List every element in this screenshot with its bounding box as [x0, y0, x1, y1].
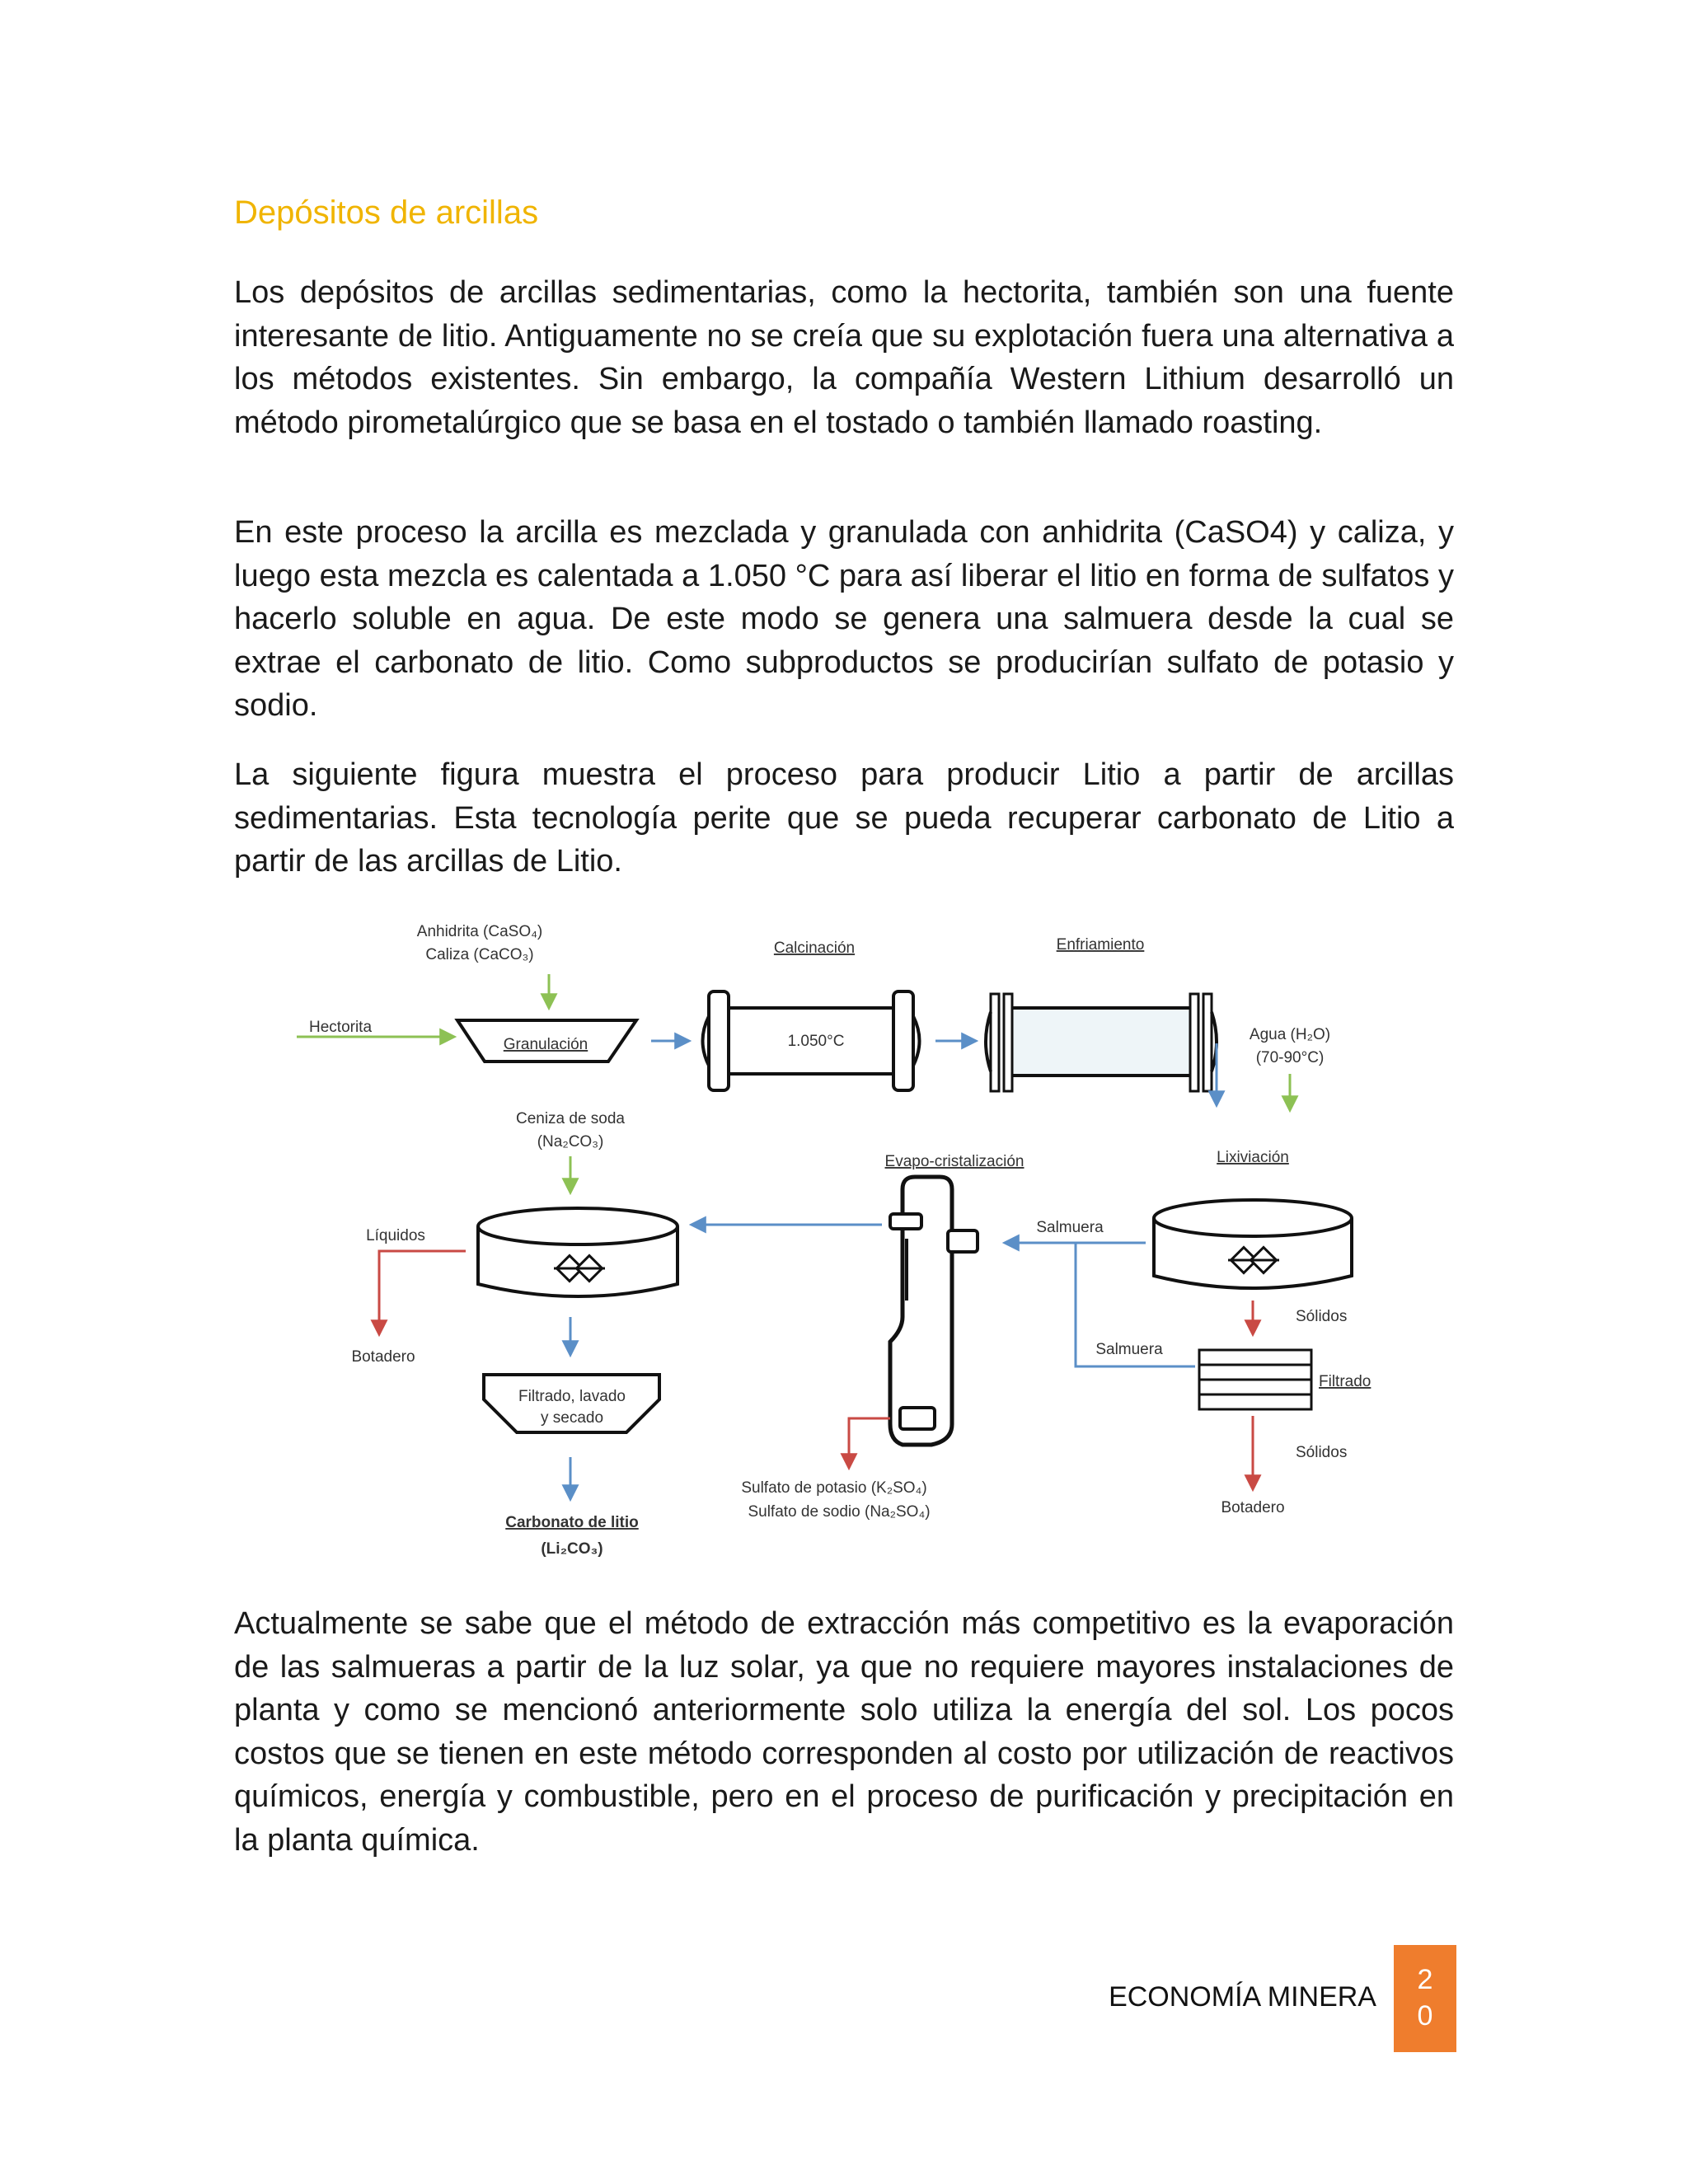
- label-carbonato: Carbonato de litio: [505, 1514, 639, 1531]
- cooler-flange-2: [1004, 994, 1012, 1091]
- footer-label: ECONOMÍA MINERA: [1109, 1981, 1376, 2013]
- process-flow-diagram: [280, 913, 1451, 1589]
- evapo-nozzle-mid: [948, 1230, 978, 1252]
- evapo-nozzle-top: [890, 1214, 921, 1229]
- label-temperatura: 1.050°C: [787, 1033, 845, 1050]
- enfriamiento-cooler: [1006, 1008, 1195, 1076]
- label-botadero-right: Botadero: [1221, 1499, 1285, 1516]
- page-number-digit-1: 2: [1417, 1964, 1433, 1995]
- filtro-layer-2: [1199, 1365, 1311, 1380]
- kiln-flange-left: [709, 991, 729, 1090]
- arrow-liquidos-to-botadero: [379, 1251, 466, 1333]
- section-heading: Depósitos de arcillas: [234, 194, 539, 231]
- page-number-digit-2: 0: [1417, 2000, 1433, 2032]
- label-carbonato-formula: (Li₂CO₃): [541, 1540, 603, 1558]
- label-botadero-left: Botadero: [351, 1348, 415, 1366]
- label-calcinacion: Calcinación: [773, 940, 856, 957]
- label-anhidrita: Anhidrita (CaSO₄): [416, 923, 543, 940]
- label-solidos-1: Sólidos: [1296, 1308, 1348, 1325]
- label-agua: Agua (H₂O): [1249, 1026, 1331, 1043]
- label-filtrado: Filtrado: [1319, 1373, 1372, 1390]
- label-agua-temp: (70-90°C): [1255, 1049, 1325, 1066]
- paragraph-conclusion: Actualmente se sabe que el método de extracción más competitivo es la evaporación de las salmueras a partir de la luz solar, ya que no requiere mayores instalaciones de planta y como se mencionó anteriormente solo utiliza la energía del sol. Los pocos costos que se tienen en este método corresponden al costo por utilización de reactivos químicos, energía y combustible, pero en el proceso de purificación y precipitación en la planta química.: [234, 1606, 1454, 1858]
- precipitacion-tank-top: [478, 1208, 678, 1244]
- label-solidos-2: Sólidos: [1296, 1444, 1348, 1461]
- label-hectorita: Hectorita: [309, 1019, 373, 1036]
- filtro-layer-3: [1199, 1380, 1311, 1394]
- label-enfriamiento: Enfriamiento: [1056, 936, 1145, 954]
- paragraph-figure-intro: La siguiente figura muestra el proceso para producir Litio a partir de arcillas sedimentarias. Esta tecnología perite que se pueda recuperar carbonato de Litio a partir de las arcillas de Litio.: [234, 757, 1454, 879]
- filtro-layer-4: [1199, 1394, 1311, 1409]
- label-filtrado-lavado: Filtrado, lavado: [518, 1388, 626, 1405]
- paragraph-intro: Los depósitos de arcillas sedimentarias, como la hectorita, también son una fuente interesante de litio. Antiguamente no se creía que su explotación fuera una alternativa a los métodos existentes. Sin embargo, la compañía Western Lithium desarrolló un método pirometalúrgico que se basa en el tostado o también llamado roasting.: [234, 275, 1454, 440]
- filtro-layer-1: [1199, 1350, 1311, 1365]
- label-sulfato-potasio: Sulfato de potasio (K₂SO₄): [741, 1479, 927, 1497]
- label-lixiviacion: Lixiviación: [1217, 1149, 1289, 1166]
- page-number-badge: [1394, 1945, 1456, 2052]
- label-sulfato-sodio: Sulfato de sodio (Na₂SO₄): [748, 1503, 931, 1521]
- arrow-to-sulfatos: [849, 1418, 890, 1467]
- label-evapo: Evapo-cristalización: [884, 1153, 1025, 1170]
- cooler-flange-3: [1190, 994, 1198, 1091]
- label-liquidos: Líquidos: [366, 1227, 425, 1244]
- evapo-nozzle-bottom: [900, 1408, 935, 1429]
- lixiviacion-tank-top: [1154, 1200, 1352, 1236]
- kiln-flange-right: [893, 991, 913, 1090]
- label-ceniza: Ceniza de soda: [515, 1110, 626, 1127]
- cooler-flange-1: [991, 994, 999, 1091]
- label-y-secado: y secado: [540, 1409, 604, 1427]
- label-salmuera-mid: Salmuera: [1095, 1341, 1163, 1358]
- label-salmuera-top: Salmuera: [1036, 1219, 1104, 1236]
- label-granulacion: Granulación: [503, 1036, 588, 1053]
- label-ceniza-formula: (Na₂CO₃): [537, 1133, 604, 1151]
- paragraph-process: En este proceso la arcilla es mezclada y granulada con anhidrita (CaSO4) y caliza, y luego esta mezcla es calentada a 1.050 °C para así liberar el litio en forma de sulfatos y hacerlo soluble en agua. De este modo se genera una salmuera desde la cual se extrae el carbonato de litio. Como subproductos se producirían sulfato de potasio y sodio.: [234, 515, 1454, 723]
- cooler-flange-4: [1203, 994, 1212, 1091]
- label-caliza: Caliza (CaCO₃): [425, 946, 534, 963]
